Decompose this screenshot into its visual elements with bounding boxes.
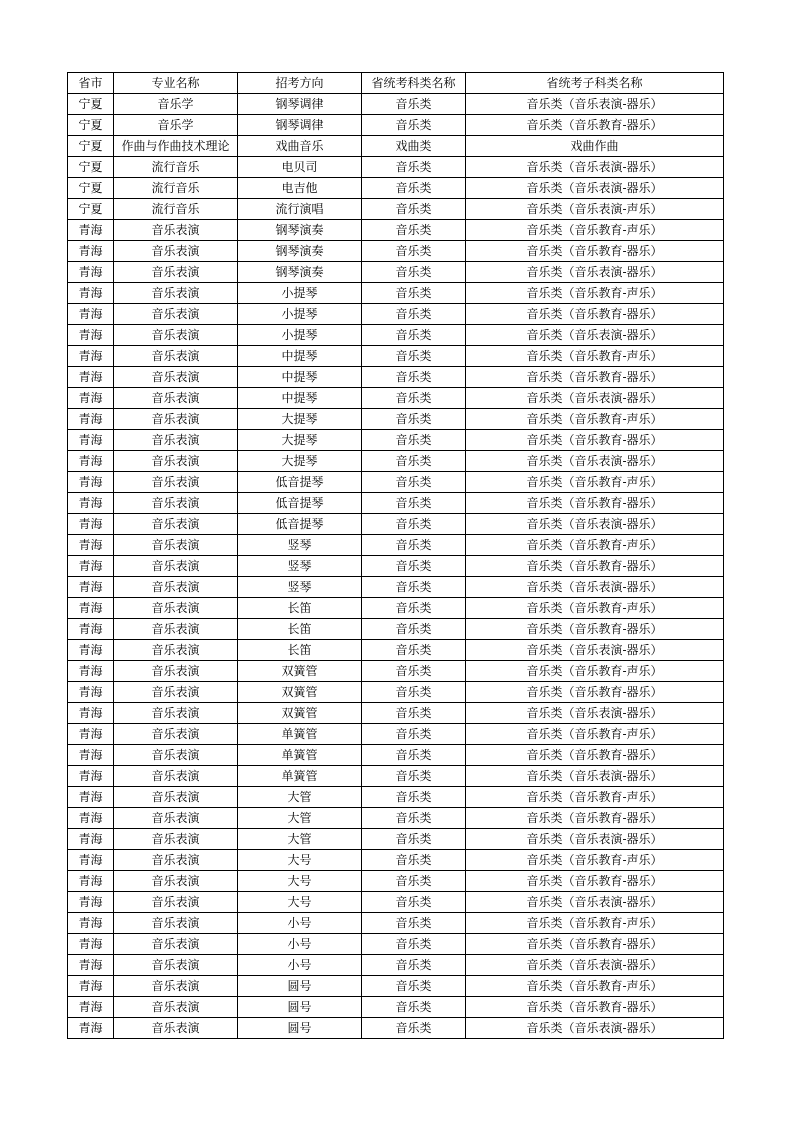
table-row <box>68 787 724 808</box>
table-row <box>68 178 724 199</box>
cell-direction: 竖琴 <box>238 577 362 598</box>
cell-exam-subcategory: 音乐类（音乐表演-器乐） <box>466 829 724 850</box>
cell-exam-category: 音乐类 <box>362 178 466 199</box>
cell-province: 青海 <box>68 409 114 430</box>
cell-province: 青海 <box>68 703 114 724</box>
cell-exam-category: 音乐类 <box>362 262 466 283</box>
cell-exam-subcategory: 音乐类（音乐表演-器乐） <box>466 157 724 178</box>
cell-direction: 钢琴演奏 <box>238 241 362 262</box>
table-row <box>68 850 724 871</box>
cell-exam-subcategory: 音乐类（音乐表演-器乐） <box>466 766 724 787</box>
cell-direction: 戏曲音乐 <box>238 136 362 157</box>
table-row <box>68 157 724 178</box>
cell-exam-category: 音乐类 <box>362 682 466 703</box>
cell-direction: 流行演唱 <box>238 199 362 220</box>
cell-exam-subcategory: 音乐类（音乐教育-器乐） <box>466 871 724 892</box>
table-row <box>68 451 724 472</box>
table-row <box>68 703 724 724</box>
table-row <box>68 346 724 367</box>
cell-major: 音乐表演 <box>114 493 238 514</box>
cell-exam-category: 音乐类 <box>362 766 466 787</box>
cell-province: 青海 <box>68 577 114 598</box>
cell-major: 音乐表演 <box>114 913 238 934</box>
table-row <box>68 913 724 934</box>
table-row <box>68 325 724 346</box>
cell-major: 音乐表演 <box>114 577 238 598</box>
cell-province: 青海 <box>68 850 114 871</box>
cell-exam-subcategory: 音乐类（音乐表演-器乐） <box>466 325 724 346</box>
cell-province: 宁夏 <box>68 94 114 115</box>
cell-direction: 圆号 <box>238 976 362 997</box>
cell-province: 青海 <box>68 283 114 304</box>
cell-major: 音乐表演 <box>114 535 238 556</box>
cell-exam-category: 音乐类 <box>362 1018 466 1039</box>
cell-exam-subcategory: 音乐类（音乐教育-声乐） <box>466 220 724 241</box>
cell-major: 音乐表演 <box>114 262 238 283</box>
cell-major: 音乐表演 <box>114 220 238 241</box>
cell-major: 音乐表演 <box>114 640 238 661</box>
table-row <box>68 598 724 619</box>
cell-exam-subcategory: 音乐类（音乐教育-器乐） <box>466 682 724 703</box>
cell-exam-subcategory: 音乐类（音乐教育-器乐） <box>466 430 724 451</box>
cell-major: 流行音乐 <box>114 199 238 220</box>
cell-exam-subcategory: 音乐类（音乐教育-器乐） <box>466 115 724 136</box>
cell-exam-subcategory: 音乐类（音乐表演-器乐） <box>466 94 724 115</box>
cell-exam-category: 音乐类 <box>362 535 466 556</box>
cell-exam-category: 音乐类 <box>362 304 466 325</box>
cell-province: 青海 <box>68 682 114 703</box>
cell-province: 宁夏 <box>68 157 114 178</box>
cell-province: 青海 <box>68 493 114 514</box>
cell-province: 青海 <box>68 367 114 388</box>
cell-direction: 小号 <box>238 955 362 976</box>
table-row <box>68 556 724 577</box>
cell-exam-category: 音乐类 <box>362 892 466 913</box>
cell-exam-category: 音乐类 <box>362 577 466 598</box>
table-row <box>68 115 724 136</box>
cell-exam-category: 音乐类 <box>362 703 466 724</box>
cell-exam-subcategory: 音乐类（音乐表演-器乐） <box>466 955 724 976</box>
cell-exam-category: 音乐类 <box>362 430 466 451</box>
cell-major: 音乐表演 <box>114 976 238 997</box>
cell-province: 青海 <box>68 472 114 493</box>
cell-major: 音乐表演 <box>114 283 238 304</box>
cell-province: 青海 <box>68 892 114 913</box>
cell-direction: 大号 <box>238 871 362 892</box>
cell-exam-subcategory: 音乐类（音乐表演-器乐） <box>466 640 724 661</box>
cell-major: 音乐表演 <box>114 892 238 913</box>
cell-province: 宁夏 <box>68 178 114 199</box>
cell-direction: 竖琴 <box>238 556 362 577</box>
table-row <box>68 829 724 850</box>
header-direction: 招考方向 <box>238 73 362 94</box>
cell-direction: 大号 <box>238 892 362 913</box>
header-exam-category: 省统考科类名称 <box>362 73 466 94</box>
cell-major: 音乐表演 <box>114 472 238 493</box>
cell-exam-subcategory: 音乐类（音乐教育-器乐） <box>466 745 724 766</box>
cell-direction: 小号 <box>238 934 362 955</box>
cell-province: 青海 <box>68 556 114 577</box>
cell-province: 青海 <box>68 451 114 472</box>
cell-exam-subcategory: 音乐类（音乐教育-声乐） <box>466 850 724 871</box>
cell-exam-category: 音乐类 <box>362 493 466 514</box>
cell-exam-category: 音乐类 <box>362 220 466 241</box>
cell-exam-category: 音乐类 <box>362 346 466 367</box>
cell-major: 音乐表演 <box>114 451 238 472</box>
cell-exam-category: 音乐类 <box>362 997 466 1018</box>
cell-exam-category: 音乐类 <box>362 556 466 577</box>
table-row <box>68 661 724 682</box>
cell-exam-subcategory: 音乐类（音乐教育-器乐） <box>466 556 724 577</box>
cell-major: 音乐学 <box>114 94 238 115</box>
cell-major: 音乐表演 <box>114 934 238 955</box>
cell-province: 青海 <box>68 262 114 283</box>
header-exam-subcategory: 省统考子科类名称 <box>466 73 724 94</box>
header-major: 专业名称 <box>114 73 238 94</box>
cell-exam-category: 音乐类 <box>362 913 466 934</box>
cell-exam-category: 音乐类 <box>362 871 466 892</box>
cell-major: 音乐表演 <box>114 787 238 808</box>
cell-direction: 单簧管 <box>238 766 362 787</box>
cell-major: 音乐表演 <box>114 514 238 535</box>
cell-direction: 小提琴 <box>238 325 362 346</box>
cell-major: 音乐表演 <box>114 346 238 367</box>
cell-major: 音乐表演 <box>114 682 238 703</box>
cell-direction: 双簧管 <box>238 682 362 703</box>
cell-major: 音乐表演 <box>114 955 238 976</box>
cell-exam-subcategory: 音乐类（音乐表演-器乐） <box>466 892 724 913</box>
cell-exam-category: 音乐类 <box>362 976 466 997</box>
cell-direction: 大提琴 <box>238 409 362 430</box>
table-row <box>68 283 724 304</box>
cell-exam-subcategory: 音乐类（音乐教育-声乐） <box>466 535 724 556</box>
cell-province: 青海 <box>68 661 114 682</box>
cell-province: 青海 <box>68 220 114 241</box>
cell-major: 音乐表演 <box>114 388 238 409</box>
cell-direction: 低音提琴 <box>238 514 362 535</box>
table-row <box>68 871 724 892</box>
cell-exam-category: 音乐类 <box>362 451 466 472</box>
cell-direction: 圆号 <box>238 997 362 1018</box>
table-row <box>68 745 724 766</box>
table-row <box>68 934 724 955</box>
cell-province: 青海 <box>68 1018 114 1039</box>
cell-exam-subcategory: 音乐类（音乐教育-声乐） <box>466 724 724 745</box>
cell-major: 音乐表演 <box>114 325 238 346</box>
cell-province: 青海 <box>68 598 114 619</box>
cell-exam-subcategory: 音乐类（音乐教育-声乐） <box>466 409 724 430</box>
cell-exam-category: 音乐类 <box>362 325 466 346</box>
cell-province: 青海 <box>68 388 114 409</box>
cell-exam-subcategory: 音乐类（音乐表演-器乐） <box>466 388 724 409</box>
table-row <box>68 955 724 976</box>
cell-exam-subcategory: 音乐类（音乐教育-声乐） <box>466 787 724 808</box>
cell-exam-subcategory: 音乐类（音乐教育-器乐） <box>466 619 724 640</box>
cell-exam-subcategory: 音乐类（音乐教育-声乐） <box>466 913 724 934</box>
cell-province: 青海 <box>68 241 114 262</box>
cell-exam-subcategory: 音乐类（音乐教育-器乐） <box>466 997 724 1018</box>
cell-exam-category: 音乐类 <box>362 388 466 409</box>
header-province: 省市 <box>68 73 114 94</box>
cell-exam-category: 音乐类 <box>362 724 466 745</box>
cell-exam-subcategory: 音乐类（音乐表演-声乐） <box>466 199 724 220</box>
cell-exam-subcategory: 音乐类（音乐教育-器乐） <box>466 934 724 955</box>
cell-exam-subcategory: 音乐类（音乐教育-器乐） <box>466 808 724 829</box>
cell-province: 青海 <box>68 346 114 367</box>
table-row <box>68 577 724 598</box>
cell-province: 青海 <box>68 745 114 766</box>
cell-major: 流行音乐 <box>114 178 238 199</box>
cell-province: 青海 <box>68 325 114 346</box>
cell-major: 音乐表演 <box>114 808 238 829</box>
cell-direction: 单簧管 <box>238 745 362 766</box>
cell-exam-subcategory: 音乐类（音乐教育-器乐） <box>466 367 724 388</box>
cell-major: 音乐表演 <box>114 829 238 850</box>
cell-exam-category: 音乐类 <box>362 934 466 955</box>
cell-exam-category: 音乐类 <box>362 472 466 493</box>
table-row <box>68 409 724 430</box>
cell-direction: 中提琴 <box>238 388 362 409</box>
table-row <box>68 493 724 514</box>
cell-direction: 钢琴调律 <box>238 115 362 136</box>
cell-direction: 长笛 <box>238 640 362 661</box>
admissions-table <box>67 72 724 1039</box>
cell-direction: 竖琴 <box>238 535 362 556</box>
cell-province: 青海 <box>68 913 114 934</box>
cell-direction: 长笛 <box>238 598 362 619</box>
table-row <box>68 367 724 388</box>
cell-exam-subcategory: 音乐类（音乐表演-器乐） <box>466 178 724 199</box>
cell-exam-category: 音乐类 <box>362 283 466 304</box>
cell-exam-subcategory: 戏曲作曲 <box>466 136 724 157</box>
cell-exam-subcategory: 音乐类（音乐表演-器乐） <box>466 703 724 724</box>
cell-major: 音乐表演 <box>114 703 238 724</box>
cell-province: 青海 <box>68 976 114 997</box>
cell-exam-subcategory: 音乐类（音乐教育-声乐） <box>466 976 724 997</box>
cell-direction: 钢琴演奏 <box>238 220 362 241</box>
cell-province: 宁夏 <box>68 115 114 136</box>
cell-province: 青海 <box>68 934 114 955</box>
cell-major: 音乐表演 <box>114 367 238 388</box>
cell-exam-category: 音乐类 <box>362 514 466 535</box>
table-row <box>68 808 724 829</box>
table-row <box>68 430 724 451</box>
cell-province: 宁夏 <box>68 136 114 157</box>
cell-exam-subcategory: 音乐类（音乐教育-器乐） <box>466 241 724 262</box>
cell-exam-category: 音乐类 <box>362 850 466 871</box>
cell-exam-subcategory: 音乐类（音乐表演-器乐） <box>466 514 724 535</box>
cell-direction: 低音提琴 <box>238 493 362 514</box>
table-row <box>68 976 724 997</box>
cell-exam-category: 音乐类 <box>362 199 466 220</box>
cell-major: 作曲与作曲技术理论 <box>114 136 238 157</box>
cell-exam-subcategory: 音乐类（音乐教育-声乐） <box>466 598 724 619</box>
cell-province: 青海 <box>68 430 114 451</box>
cell-major: 音乐表演 <box>114 745 238 766</box>
cell-direction: 长笛 <box>238 619 362 640</box>
table-row <box>68 640 724 661</box>
table-row <box>68 766 724 787</box>
cell-exam-subcategory: 音乐类（音乐表演-器乐） <box>466 262 724 283</box>
table-row <box>68 514 724 535</box>
cell-exam-subcategory: 音乐类（音乐教育-声乐） <box>466 283 724 304</box>
cell-exam-category: 音乐类 <box>362 745 466 766</box>
table-row <box>68 997 724 1018</box>
cell-exam-category: 音乐类 <box>362 94 466 115</box>
cell-province: 青海 <box>68 997 114 1018</box>
cell-direction: 双簧管 <box>238 703 362 724</box>
cell-exam-subcategory: 音乐类（音乐表演-器乐） <box>466 451 724 472</box>
cell-major: 音乐表演 <box>114 409 238 430</box>
table-row <box>68 220 724 241</box>
cell-province: 青海 <box>68 829 114 850</box>
table-row <box>68 136 724 157</box>
cell-major: 音乐表演 <box>114 556 238 577</box>
cell-exam-category: 音乐类 <box>362 640 466 661</box>
cell-direction: 大提琴 <box>238 451 362 472</box>
cell-exam-category: 音乐类 <box>362 409 466 430</box>
cell-exam-category: 音乐类 <box>362 157 466 178</box>
cell-direction: 圆号 <box>238 1018 362 1039</box>
cell-major: 音乐表演 <box>114 871 238 892</box>
cell-exam-category: 音乐类 <box>362 367 466 388</box>
cell-major: 音乐表演 <box>114 430 238 451</box>
cell-province: 青海 <box>68 514 114 535</box>
cell-exam-subcategory: 音乐类（音乐教育-声乐） <box>466 472 724 493</box>
cell-province: 青海 <box>68 787 114 808</box>
cell-province: 青海 <box>68 808 114 829</box>
table-row <box>68 388 724 409</box>
cell-exam-category: 音乐类 <box>362 241 466 262</box>
cell-direction: 单簧管 <box>238 724 362 745</box>
cell-province: 青海 <box>68 619 114 640</box>
cell-exam-category: 音乐类 <box>362 598 466 619</box>
cell-direction: 小提琴 <box>238 283 362 304</box>
cell-major: 音乐表演 <box>114 997 238 1018</box>
table-row <box>68 241 724 262</box>
cell-exam-category: 音乐类 <box>362 808 466 829</box>
cell-direction: 大管 <box>238 808 362 829</box>
cell-province: 青海 <box>68 640 114 661</box>
cell-major: 音乐表演 <box>114 766 238 787</box>
cell-major: 音乐学 <box>114 115 238 136</box>
cell-direction: 中提琴 <box>238 367 362 388</box>
cell-direction: 钢琴调律 <box>238 94 362 115</box>
table-header-row <box>68 73 724 94</box>
table-row <box>68 262 724 283</box>
cell-exam-category: 音乐类 <box>362 787 466 808</box>
cell-exam-subcategory: 音乐类（音乐表演-器乐） <box>466 1018 724 1039</box>
table-row <box>68 1018 724 1039</box>
cell-direction: 小提琴 <box>238 304 362 325</box>
table-row <box>68 892 724 913</box>
table-row <box>68 682 724 703</box>
cell-major: 流行音乐 <box>114 157 238 178</box>
table-row <box>68 724 724 745</box>
table-body <box>68 94 724 1039</box>
cell-major: 音乐表演 <box>114 598 238 619</box>
cell-province: 青海 <box>68 724 114 745</box>
cell-province: 青海 <box>68 535 114 556</box>
cell-province: 宁夏 <box>68 199 114 220</box>
cell-direction: 低音提琴 <box>238 472 362 493</box>
cell-major: 音乐表演 <box>114 619 238 640</box>
table-row <box>68 199 724 220</box>
cell-exam-subcategory: 音乐类（音乐教育-器乐） <box>466 493 724 514</box>
cell-direction: 大管 <box>238 787 362 808</box>
table-row <box>68 94 724 115</box>
cell-major: 音乐表演 <box>114 724 238 745</box>
table-row <box>68 472 724 493</box>
cell-major: 音乐表演 <box>114 850 238 871</box>
cell-exam-category: 音乐类 <box>362 619 466 640</box>
cell-direction: 钢琴演奏 <box>238 262 362 283</box>
cell-major: 音乐表演 <box>114 304 238 325</box>
cell-major: 音乐表演 <box>114 661 238 682</box>
cell-exam-subcategory: 音乐类（音乐教育-声乐） <box>466 346 724 367</box>
cell-province: 青海 <box>68 871 114 892</box>
cell-major: 音乐表演 <box>114 241 238 262</box>
cell-province: 青海 <box>68 766 114 787</box>
cell-direction: 大管 <box>238 829 362 850</box>
cell-direction: 电贝司 <box>238 157 362 178</box>
cell-exam-category: 音乐类 <box>362 661 466 682</box>
table-row <box>68 304 724 325</box>
cell-exam-category: 音乐类 <box>362 829 466 850</box>
cell-province: 青海 <box>68 955 114 976</box>
cell-province: 青海 <box>68 304 114 325</box>
cell-exam-subcategory: 音乐类（音乐教育-器乐） <box>466 304 724 325</box>
cell-direction: 双簧管 <box>238 661 362 682</box>
cell-direction: 大号 <box>238 850 362 871</box>
cell-exam-subcategory: 音乐类（音乐表演-器乐） <box>466 577 724 598</box>
cell-direction: 电吉他 <box>238 178 362 199</box>
cell-exam-category: 音乐类 <box>362 115 466 136</box>
cell-major: 音乐表演 <box>114 1018 238 1039</box>
cell-direction: 中提琴 <box>238 346 362 367</box>
cell-exam-category: 戏曲类 <box>362 136 466 157</box>
cell-direction: 小号 <box>238 913 362 934</box>
table-row <box>68 619 724 640</box>
cell-direction: 大提琴 <box>238 430 362 451</box>
cell-exam-category: 音乐类 <box>362 955 466 976</box>
table-row <box>68 535 724 556</box>
cell-exam-subcategory: 音乐类（音乐教育-声乐） <box>466 661 724 682</box>
